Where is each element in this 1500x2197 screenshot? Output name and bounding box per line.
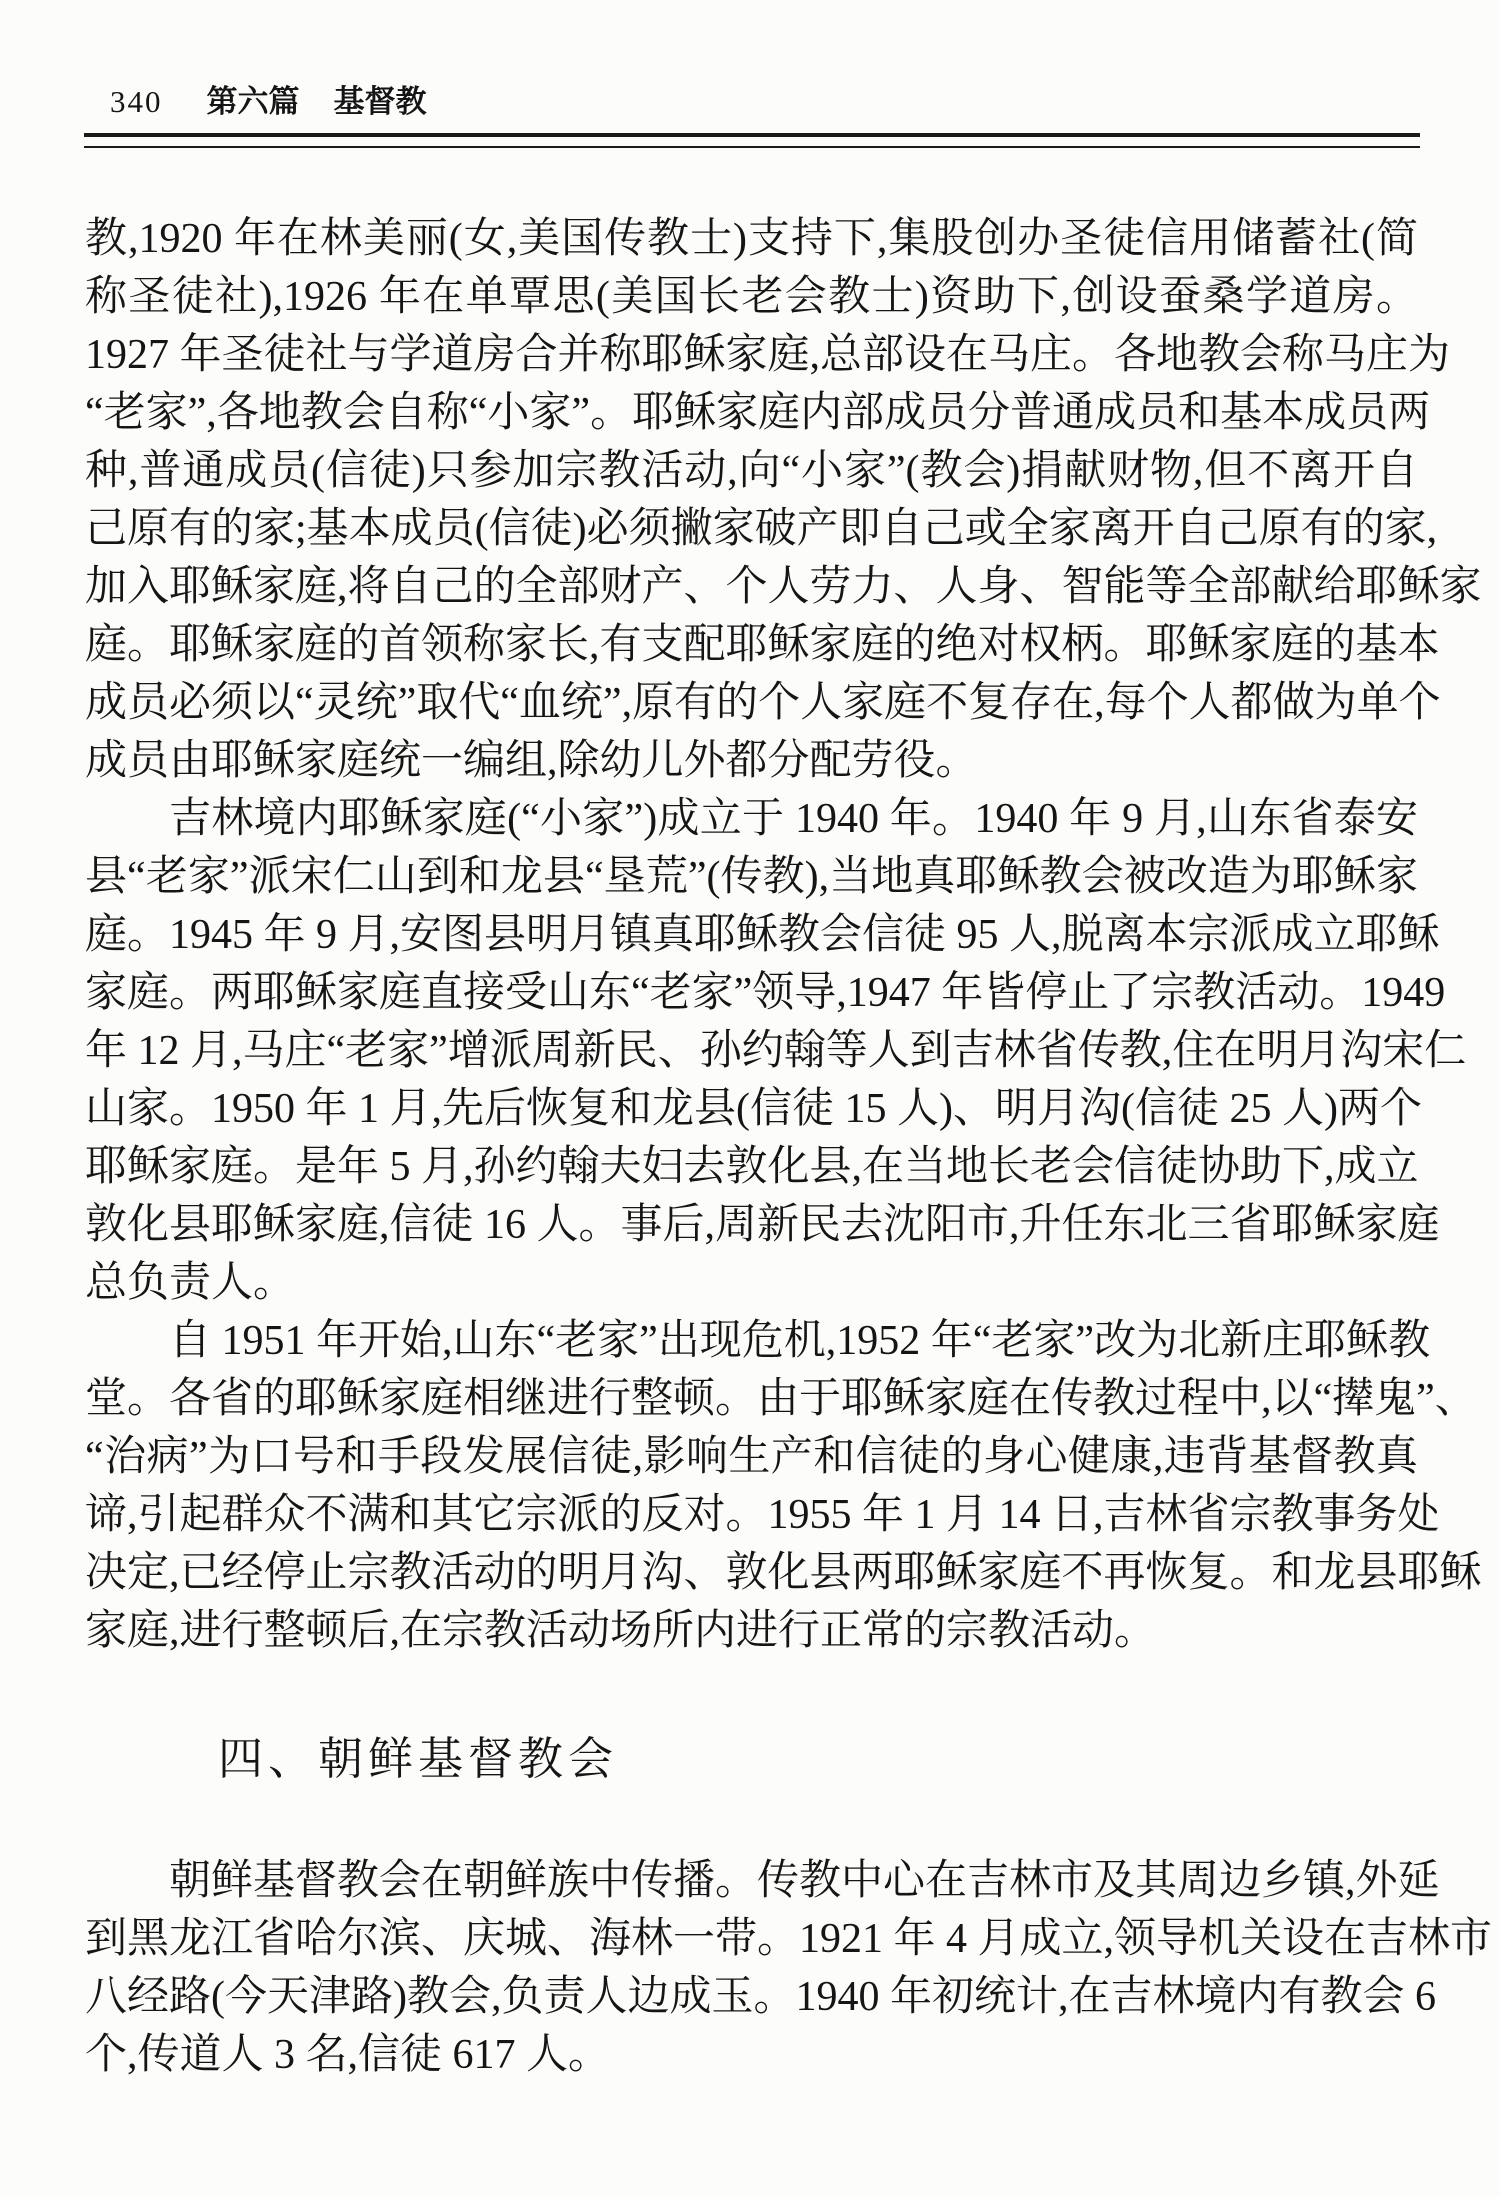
text-line: 县“老家”派宋仁山到和龙县“垦荒”(传教),当地真耶稣教会被改造为耶稣家 <box>85 854 1418 900</box>
text-line: 种,普通成员(信徒)只参加宗教活动,向“小家”(教会)捐献财物,但不离开自 <box>85 448 1418 494</box>
text-line: 吉林境内耶稣家庭(“小家”)成立于 1940 年。1940 年 9 月,山东省泰安 <box>169 796 1418 842</box>
paragraph <box>85 1312 1482 1660</box>
chapter-title: 基督教 <box>333 84 427 119</box>
paragraph <box>85 790 1467 1312</box>
text-line: 谛,引起群众不满和其它宗派的反对。1955 年 1 月 14 日,吉林省宗教事务处 <box>85 1492 1440 1538</box>
text-line: 家庭,进行整顿后,在宗教活动场所内进行正常的宗教活动。 <box>85 1608 1157 1654</box>
text-line: 家庭。两耶稣家庭直接受山东“老家”领导,1947 年皆停止了宗教活动。1949 <box>85 970 1446 1016</box>
text-line: “治病”为口号和手段发展信徒,影响生产和信徒的身心健康,违背基督教真 <box>85 1434 1418 1480</box>
page-body <box>85 210 1493 2084</box>
text-line: 称圣徒社),1926 年在单覃思(美国长老会教士)资助下,创设蚕桑学道房。 <box>85 274 1418 320</box>
paragraph <box>85 1852 1493 2084</box>
page-number: 340 <box>110 84 163 119</box>
text-line: “老家”,各地教会自称“小家”。耶稣家庭内部成员分普通成员和基本成员两 <box>85 390 1431 436</box>
text-line: 成员由耶稣家庭统一编组,除幼儿外都分配劳役。 <box>85 738 978 784</box>
text-line: 总负责人。 <box>85 1260 296 1306</box>
page-header <box>0 0 1500 120</box>
text-line: 1927 年圣徒社与学道房合并称耶稣家庭,总部设在马庄。各地教会称马庄为 <box>85 332 1451 378</box>
header-rule <box>84 133 1420 148</box>
text-line: 己原有的家;基本成员(信徒)必须撇家破产即自己或全家离开自己原有的家, <box>85 506 1438 552</box>
text-line: 成员必须以“灵统”取代“血统”,原有的个人家庭不复存在,每个人都做为单个 <box>85 680 1441 726</box>
part-title: 第六篇 <box>206 84 300 119</box>
text-line: 庭。1945 年 9 月,安图县明月镇真耶稣教会信徒 95 人,脱离本宗派成立耶稣 <box>85 912 1440 958</box>
section-heading: 四、朝鲜基督教会 <box>218 1734 619 1784</box>
text-line: 到黑龙江省哈尔滨、庆城、海林一带。1921 年 4 月成立,领导机关设在吉林市 <box>85 1916 1493 1962</box>
text-line: 个,传道人 3 名,信徒 617 人。 <box>85 2032 611 2078</box>
text-line: 耶稣家庭。是年 5 月,孙约翰夫妇去敦化县,在当地长老会信徒协助下,成立 <box>85 1144 1419 1190</box>
paragraph <box>85 210 1482 790</box>
text-line: 教,1920 年在林美丽(女,美国传教士)支持下,集股创办圣徒信用储蓄社(简 <box>85 216 1418 262</box>
text-line: 年 12 月,马庄“老家”增派周新民、孙约翰等人到吉林省传教,住在明月沟宋仁 <box>85 1028 1467 1074</box>
text-line: 八经路(今天津路)教会,负责人边成玉。1940 年初统计,在吉林境内有教会 6 <box>85 1974 1436 2020</box>
text-line: 堂。各省的耶稣家庭相继进行整顿。由于耶稣家庭在传教过程中,以“撵鬼”、 <box>85 1376 1477 1422</box>
text-line: 自 1951 年开始,山东“老家”出现危机,1952 年“老家”改为北新庄耶稣教 <box>169 1318 1431 1364</box>
text-line: 决定,已经停止宗教活动的明月沟、敦化县两耶稣家庭不再恢复。和龙县耶稣 <box>85 1550 1482 1596</box>
text-line: 敦化县耶稣家庭,信徒 16 人。事后,周新民去沈阳市,升任东北三省耶稣家庭 <box>85 1202 1440 1248</box>
text-line: 加入耶稣家庭,将自己的全部财产、个人劳力、人身、智能等全部献给耶稣家 <box>85 564 1482 610</box>
text-line: 山家。1950 年 1 月,先后恢复和龙县(信徒 15 人)、明月沟(信徒 25 人)两个 <box>85 1086 1422 1132</box>
text-line: 庭。耶稣家庭的首领称家长,有支配耶稣家庭的绝对权柄。耶稣家庭的基本 <box>85 622 1440 668</box>
text-line: 朝鲜基督教会在朝鲜族中传播。传教中心在吉林市及其周边乡镇,外延 <box>169 1858 1440 1904</box>
